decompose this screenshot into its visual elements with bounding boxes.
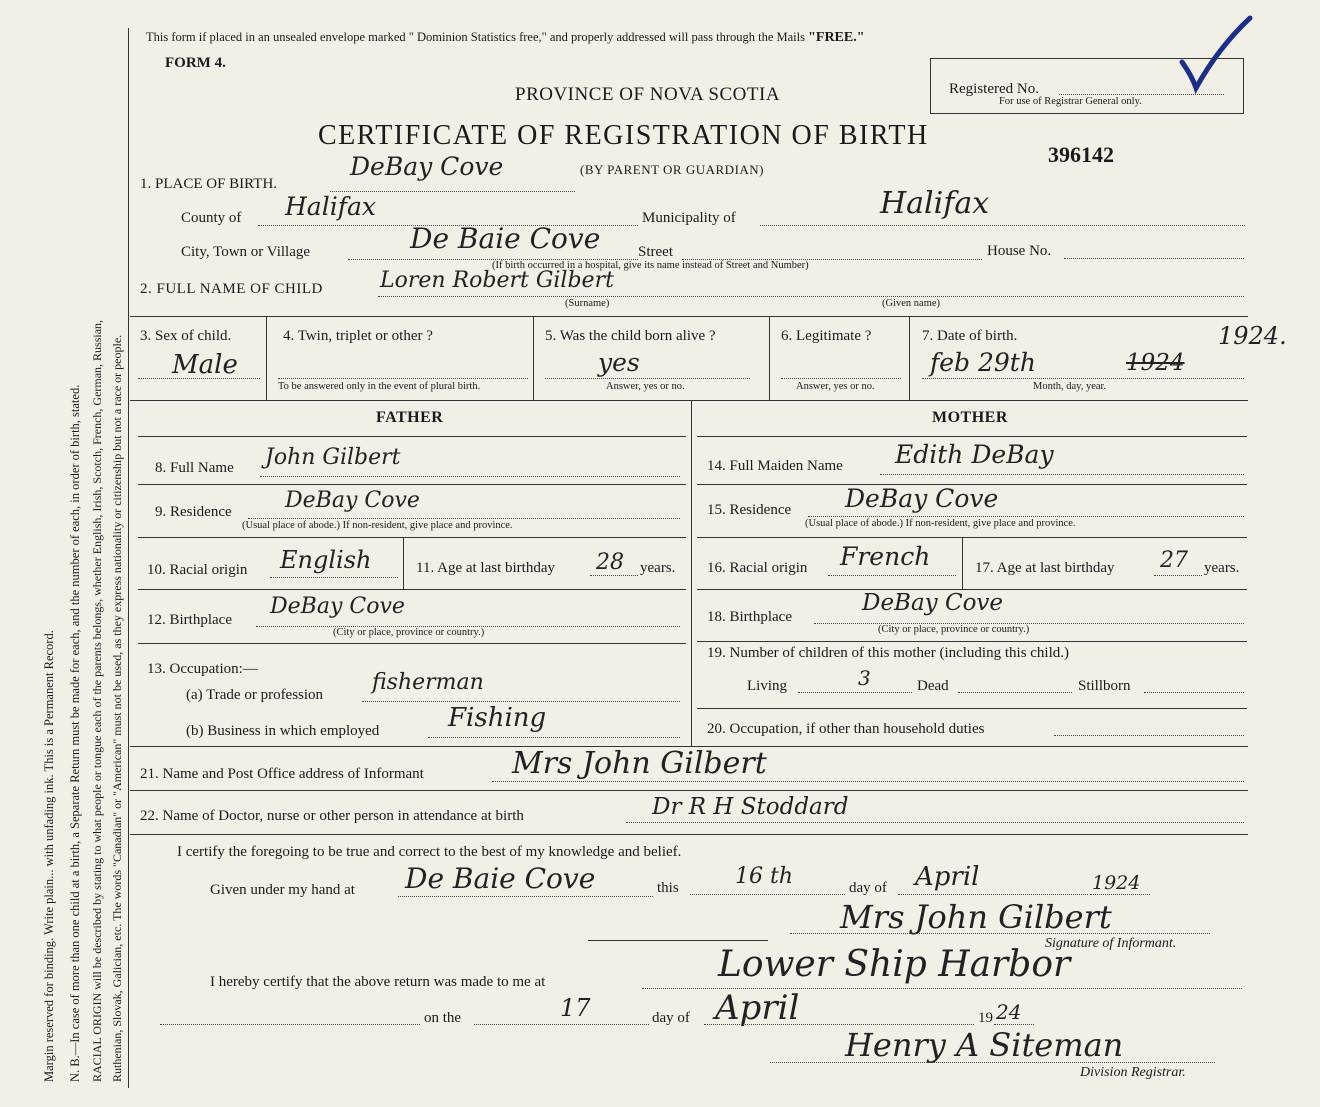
mother-age-unit: years. <box>1204 560 1240 576</box>
child-name-label: 2. FULL NAME OF CHILD <box>140 281 323 297</box>
informant-signature: Mrs John Gilbert <box>840 898 1112 936</box>
father-birthplace-note: (City or place, province or country.) <box>333 627 485 638</box>
date-of-birth-note: Month, day, year. <box>1033 381 1107 392</box>
mother-racial-value: French <box>840 542 931 571</box>
surname-note: (Surname) <box>565 298 610 309</box>
father-residence-note: (Usual place of abode.) If non-resident, give place and province. <box>242 520 513 531</box>
on-the-label: on the <box>424 1010 462 1026</box>
city-value: De Baie Cove <box>410 222 601 255</box>
attendant-value: Dr R H Stoddard <box>652 794 849 820</box>
certify-statement: I certify the foregoing to be true and correct to the best of my knowledge and belief. <box>177 844 682 860</box>
given-at-value: De Baie Cove <box>405 862 596 895</box>
hereby-place-value: Lower Ship Harbor <box>718 944 1071 985</box>
registration-number: 396142 <box>1048 142 1114 167</box>
sex-value: Male <box>172 350 238 380</box>
living-label: Living <box>747 678 787 694</box>
mother-birthplace-note: (City or place, province or country.) <box>878 624 1030 635</box>
mother-age-value: 27 <box>1160 548 1188 573</box>
on-the-day-value: 17 <box>560 994 591 1022</box>
stillborn-label: Stillborn <box>1078 678 1131 694</box>
this-day-value: 16 th <box>735 864 793 889</box>
informant-label: 21. Name and Post Office address of Informant <box>140 766 424 782</box>
given-month-value: April <box>915 862 980 892</box>
attendant-label: 22. Name of Doctor, nurse or other person in attendance at birth <box>140 808 524 824</box>
side-note-nationality: Ruthenian, Slovak, Galician, etc. The words "Canadian" or "American" must not be used, as they express nationality or citizenship but not a race or people. <box>110 334 124 1082</box>
mother-birthplace-value: DeBay Cove <box>862 590 1004 616</box>
certificate-title: CERTIFICATE OF REGISTRATION OF BIRTH <box>318 120 929 151</box>
mother-birthplace-label: 18. Birthplace <box>707 609 792 625</box>
born-alive-label: 5. Was the child born alive ? <box>545 328 716 344</box>
father-racial-value: English <box>280 546 372 574</box>
registered-note: For use of Registrar General only. <box>999 96 1142 107</box>
father-name-label: 8. Full Name <box>155 460 234 476</box>
mother-residence-label: 15. Residence <box>707 502 792 518</box>
living-value: 3 <box>858 666 871 690</box>
given-year-value: 1924 <box>1092 872 1141 894</box>
trade-value: fisherman <box>372 670 484 695</box>
province-title: PROVINCE OF NOVA SCOTIA <box>515 84 781 105</box>
legitimate-note: Answer, yes or no. <box>796 381 875 392</box>
side-note-multiple-birth: N. B.—In case of more than one child at a birth, a Separate Return must be made for each, and the number of each, in order of birth, stated. <box>68 384 82 1082</box>
father-residence-value: DeBay Cove <box>285 488 420 513</box>
date-of-birth-year: 1924. <box>1218 322 1287 350</box>
registered-year-value: 24 <box>996 1000 1022 1024</box>
informant-value: Mrs John Gilbert <box>512 746 767 781</box>
margin-rule <box>128 28 129 1088</box>
father-heading: FATHER <box>376 409 444 426</box>
child-name-value: Loren Robert Gilbert <box>380 268 614 293</box>
father-age-label: 11. Age at last birthday <box>416 560 555 576</box>
registrar-signature-label: Division Registrar. <box>1080 1065 1186 1080</box>
date-of-birth-struck-year: 1924 <box>1126 350 1185 376</box>
registered-label: Registered No. <box>949 81 1039 97</box>
registered-year-prefix: 19 <box>978 1010 993 1026</box>
father-residence-label: 9. Residence <box>155 504 232 520</box>
county-value: Halifax <box>285 192 376 221</box>
city-label: City, Town or Village <box>181 244 311 260</box>
form-number: FORM 4. <box>165 55 226 71</box>
hospital-note: (If birth occurred in a hospital, give its name instead of Street and Number) <box>492 260 809 271</box>
dead-label: Dead <box>917 678 949 694</box>
sex-label: 3. Sex of child. <box>140 328 232 344</box>
mother-racial-label: 16. Racial origin <box>707 560 808 576</box>
father-occupation-label: 13. Occupation:— <box>147 661 258 677</box>
registrar-signature: Henry A Siteman <box>845 1026 1124 1064</box>
father-age-unit: years. <box>640 560 676 576</box>
municipality-label: Municipality of <box>642 210 736 226</box>
day-of-label: day of <box>849 880 887 896</box>
mother-name-value: Edith DeBay <box>895 440 1054 469</box>
father-birthplace-label: 12. Birthplace <box>147 612 232 628</box>
business-label: (b) Business in which employed <box>186 723 380 739</box>
street-label: Street <box>638 244 673 260</box>
day-of-label-2: day of <box>652 1010 690 1026</box>
legitimate-label: 6. Legitimate ? <box>781 328 872 344</box>
municipality-value: Halifax <box>880 186 990 221</box>
plural-birth-note: To be answered only in the event of plural birth. <box>278 381 481 392</box>
born-alive-value: yes <box>598 348 640 377</box>
trade-label: (a) Trade or profession <box>186 687 324 703</box>
date-of-birth-label: 7. Date of birth. <box>922 328 1018 344</box>
given-at-label: Given under my hand at <box>210 882 355 898</box>
children-count-label: 19. Number of children of this mother (including this child.) <box>707 645 1070 661</box>
county-label: County of <box>181 210 242 226</box>
father-racial-label: 10. Racial origin <box>147 562 248 578</box>
plural-birth-label: 4. Twin, triplet or other ? <box>283 328 433 344</box>
mother-residence-note: (Usual place of abode.) If non-resident, give place and province. <box>805 518 1076 529</box>
given-name-note: (Given name) <box>882 298 941 309</box>
this-label: this <box>657 880 679 896</box>
mother-occupation-label: 20. Occupation, if other than household duties <box>707 721 985 737</box>
place-of-birth-label: 1. PLACE OF BIRTH. <box>140 176 278 192</box>
mail-note: This form if placed in an unsealed envelope marked " Dominion Statistics free," and properly addressed will pass through the Mails "FREE." <box>146 30 865 45</box>
place-of-birth-value: DeBay Cove <box>350 152 504 181</box>
father-age-value: 28 <box>596 550 624 575</box>
father-birthplace-value: DeBay Cove <box>270 594 405 619</box>
informant-signature-label: Signature of Informant. <box>1045 936 1177 951</box>
father-name-value: John Gilbert <box>265 445 401 470</box>
mother-residence-value: DeBay Cove <box>845 484 999 513</box>
mother-heading: MOTHER <box>932 409 1008 426</box>
date-of-birth-value: feb 29th <box>930 348 1036 377</box>
certificate-subtitle: (BY PARENT OR GUARDIAN) <box>580 162 765 177</box>
checkmark-icon <box>1178 14 1254 94</box>
side-note-binding: Margin reserved for binding. Write plain... with unfading ink. This is a Permanent Record. <box>42 630 56 1082</box>
mother-age-label: 17. Age at last birthday <box>975 560 1115 576</box>
registered-month-value: April <box>715 988 800 1028</box>
business-value: Fishing <box>448 703 547 733</box>
mother-name-label: 14. Full Maiden Name <box>707 458 843 474</box>
hereby-statement: I hereby certify that the above return was made to me at <box>210 974 546 990</box>
born-alive-note: Answer, yes or no. <box>606 381 685 392</box>
house-number-label: House No. <box>987 243 1052 259</box>
side-note-racial-origin: RACIAL ORIGIN will be described by stating to what people or tongue each of the parents belongs, whether English, Irish, Scotch, French, German, Russian, <box>90 319 104 1082</box>
